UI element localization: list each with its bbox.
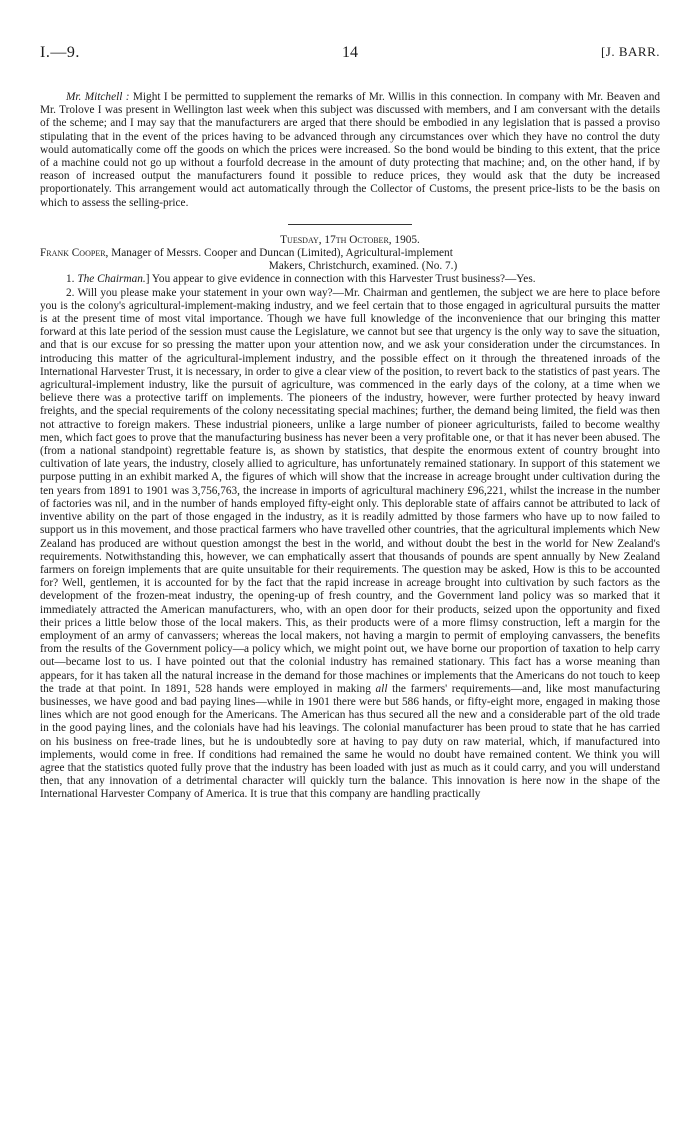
question-1-text: ] You appear to give evidence in connection with this Harvester Trust business?—Yes.: [145, 273, 536, 286]
speaker-chairman: The Chairman.: [77, 273, 146, 286]
paragraph-mitchell: [40, 91, 660, 210]
paragraph-mitchell-text: Might I be permitted to supplement the remarks of Mr. Willis in this connection. In company with Mr. Beaven and Mr. Trolove I was present in Wellington last week when this subject was discussed with members, and I am conversant with the details of the scheme; and I may say that the manufacturers are arged that there should be embodied in any legislation that is passed a proviso stipulating that in the event of the prices having to be advanced through any circumstances over which they have no control the duty would automatically come off the goods on which the prices were increased. So the bond would be binding to this extent, that the price of a machine could not go up without a fourfold decrease in the amount of duty protecting that machine; and, on the other hand, if by reason of increased output the manufacturers found it possible to reduce prices, they would ask that the duty be increased proportionately. This arrangement would act automatically through the Collector of Customs, the present price-lists to be the basis on which to assess the selling-price.: [40, 91, 660, 209]
section-divider: [288, 224, 412, 225]
session-date: Tuesday, 17th October, 1905.: [280, 233, 420, 246]
paper-reference: I.—9.: [40, 44, 80, 61]
witness-description-continued: Makers, Christchurch, examined. (No. 7.): [268, 260, 458, 273]
page-body: [40, 91, 660, 802]
question-2: [40, 287, 660, 802]
page-number: 14: [342, 44, 358, 61]
question-2-text-b: the farmers' requirements—and, like most manufacturing businesses, we have good and bad paying lines—while in 1901 there were but 586 hands, or fifty-eight more, engaged in making those lines which are not good enough for the Americans. The American has thus secured all the new and a considerable part of the old trade in the good paying lines, and the colonials have had his leavings. The colonial manufacturer has been proud to state that he has carried on his business on free-trade lines, but he is undoubtedly sore at having to pay duty on raw material, which, if manufactured into implements, would come in free. If conditions had remained the same he would no doubt have remained content. We think you will agree that the statistics quoted fully prove that the industry has been loaded with just as much as it could carry, and you will understand then, that any innovation of a detrimental character will quickly turn the balance. This innovation is here now in the shape of the International Harvester Company of America. It is true that this company are handling practically: [40, 682, 661, 801]
question-2-emphasis: all: [375, 682, 388, 695]
page-header: [40, 44, 660, 66]
witness-description: , Manager of Messrs. Cooper and Duncan (Limited), Agricultural-implement: [105, 247, 453, 260]
witness-reference: [J. BARR.: [600, 44, 660, 59]
witness-heading: [40, 247, 660, 273]
question-2-text-a: 2. Will you please make your statement in your own way?—Mr. Chairman and gentlemen, the subject we are here to place before you is the colony's agricultural-implement-making industry, and we feel certain that to those engaged in agricultural pursuits the matter is at the present time of most vital importance. Though we have full knowledge of the inconvenience that our bringing this matter forward at this late period of the session must cause the Legislature, we cannot but see that urgency is the only way to save the situation, and that is our excuse for so pressing the matter upon your attention now, and we ask your consideration under the circumstances. In introducing this matter of the agricultural-implement industry, and the possible effect on it through the threatened inroads of the International Harvester Trust, it is necessary, in order to give a clear view of the position, to revert back to the statistics of past years. The agricultural-implement industry, like the pursuit of agriculture, was commenced in the early days of the colony, at a time when we believe there was a protective tariff on implements. The pioneers of the industry, however, were further protected by heavy inward freights, and the special requirements of the colony necessitating special machines; further, the demand being limited, the field was then not attractive to foreign makers. These industrial pioneers, unlike a large number of pioneer agriculturists, failed to become wealthy men, which fact goes to prove that the manufacturing business has never been a very profitable one, or that it has never been abused. The (from a national standpoint) regrettable feature is, as shown by statistics, that despite the enormous extent of country brought into cultivation of late years, the industry, closely allied to agriculture, has unfortunately remained stationary. In support of this statement we purpose putting in an exhibit marked A, the figures of which will show that the increase in acreage brought under cultivation during the ten years from 1891 to 1901 was 3,756,763, the increase in imports of agricultural machinery £96,221, whilst the increase in the number of factories was nil, and in the number of hands employed fifty-eight only. This deplorable state of affairs cannot be attributed to lack of inventive ability on the part of those engaged in the industry, as it is readily admitted by those farmers who have up to now failed to support us in this movement, and those practical farmers who have travelled other countries, that the agricultural implements which New Zealand has produced are without question amongst the best in the world, and without doubt the best in the world for New Zealand's requirements. Notwithstanding this, however, we can emphatically assert that thousands of pounds are spent annually by New Zealand farmers on foreign implements that are quite unsuitable for their requirements. The question may be asked, How is this to be accounted for? Well, gentlemen, it is accounted for by the fact that the rapid increase in acreage brought into cultivation by such factors as the development of the frozen-meat industry, the opening-up of fresh country, and the Government land policy was so marked that it immediately attracted the American manufacturers, who, with an open door for their products, seized upon the opportunity and fixed their prices a little below those of the local makers. This, as their products were of a more flimsy construction, left a margin for the employment of an army of canvassers; whereas the local makers, not having a margin to permit of employing canvassers, the benefits from the results of the Government policy—a policy which, we might point out, we have borne our proportion of taxation to help carry out—became lost to us. I have pointed out that the colonial industry has remained stationary. This fact has a worse meaning than appears, for it has taken all the natural increase in the demand for those machines or implements that the Americans do not touch to keep the trade at that point. In 1891, 528 hands were employed in making: [40, 286, 660, 695]
speaker-mitchell: Mr. Mitchell :: [66, 91, 130, 103]
witness-name: Frank Cooper: [40, 247, 106, 260]
question-1-number: 1.: [66, 273, 75, 286]
question-1: [40, 273, 660, 286]
